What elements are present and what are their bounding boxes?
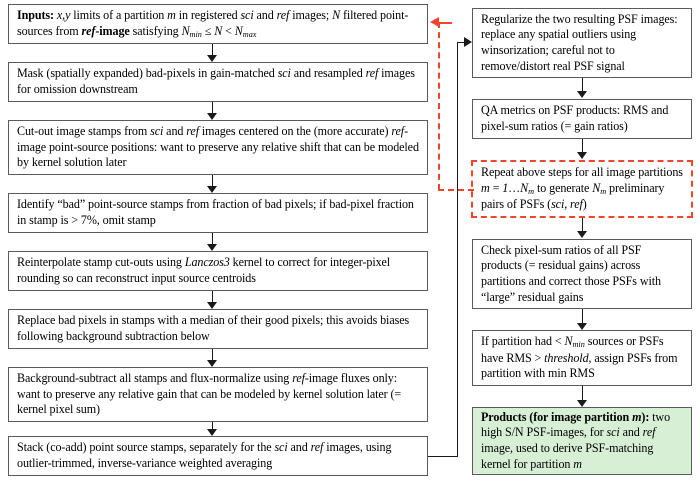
background-subtract-node — [8, 367, 428, 422]
stack-coadd-node-text: Stack (co-add) point source stamps, separately for the sci and ref images, using outlier-trimmed, inverse-variance weighted averaging — [17, 440, 392, 470]
repeat-partitions-node-text: Repeat above steps for all image partitions $m = 1\dots N_m$ to generate $N_m$ preliminary pairs of PSFs (sci, ref) — [481, 165, 683, 212]
arrowhead-stack-to-regularize — [464, 37, 472, 47]
arrowhead-assign-to-products — [577, 400, 587, 407]
arrowhead-cutout-to-identify — [207, 186, 217, 193]
connector-qa-to-repeat — [582, 139, 583, 152]
connector-background-to-stack — [212, 422, 213, 429]
arrowhead-reinterpolate-to-replace — [207, 302, 217, 309]
check-pixel-sum-ratios-node — [472, 239, 692, 309]
replace-bad-pixels-node — [8, 309, 428, 349]
replace-bad-pixels-node-text: Replace bad pixels in stamps with a median of their good pixels; this avoids biases following background subtraction below — [17, 313, 410, 343]
inputs-node — [8, 4, 428, 44]
connector-reinterpolate-to-replace — [212, 291, 213, 302]
arrowhead-background-to-stack — [207, 429, 217, 436]
connector-check-to-assign — [582, 309, 583, 323]
arrowhead-repeat-to-check — [577, 231, 587, 238]
products-node-text: Products (for image partition m): two high S/N PSF-images, for sci and ref image, used to derive PSF-matching kernel for partition m — [481, 409, 671, 471]
arrowhead-replace-to-background — [207, 360, 217, 367]
assign-psfs-node-text: If partition had < $N_{min}$ sources or PSFs have RMS > threshold, assign PSFs from partition with min RMS — [481, 334, 678, 381]
arrowhead-qa-to-repeat — [577, 152, 587, 159]
connector-regularize-to-qa — [582, 78, 583, 91]
arrowhead-mask-to-cutout — [207, 113, 217, 120]
reinterpolate-node-text: Reinterpolate stamp cut-outs using Lanczos3 kernel to correct for integer-pixel rounding so can reconstruct input source centroids — [17, 255, 391, 285]
repeat-partitions-node — [471, 160, 693, 218]
background-subtract-node-text: Background-subtract all stamps and flux-normalize using ref-image fluxes only: want to preserve any relative gain that can be modeled by kernel solution later (= kernel pixel sum) — [17, 370, 402, 417]
mask-bad-pixels-node — [8, 62, 428, 102]
connector-inputs-to-mask — [212, 44, 213, 55]
inputs-node-text: Inputs: x,y limits of a partition m in registered sci and ref images; N filtered point-sources from ref-image satisfying $N_{min} \le N < N_{max}$ — [17, 7, 409, 39]
regularize-psf-node — [472, 8, 692, 78]
check-pixel-sum-ratios-node-text: Check pixel-sum ratios of all PSF products (= residual gains) across partitions and correct those PSFs with “large” residual gains — [481, 242, 661, 304]
connector-assign-to-products — [582, 386, 583, 400]
arrowhead-feedback-to-inputs — [430, 17, 439, 27]
connector-cutout-to-identify — [212, 175, 213, 186]
connector-identify-to-reinterpolate — [212, 233, 213, 244]
arrowhead-regularize-to-qa — [577, 91, 587, 98]
connector-replace-to-background — [212, 349, 213, 360]
mask-bad-pixels-node-text: Mask (spatially expanded) bad-pixels in gain-matched sci and resampled ref images for omission downstream — [17, 66, 415, 96]
arrowhead-inputs-to-mask — [207, 55, 217, 62]
products-node — [472, 407, 692, 475]
assign-psfs-node — [472, 330, 692, 386]
connector-stack-to-regularize-vertical — [457, 42, 458, 456]
reinterpolate-node — [8, 251, 428, 291]
cut-out-stamps-node — [8, 120, 428, 175]
qa-metrics-node — [472, 99, 692, 139]
feedback-vertical-riser — [438, 22, 440, 190]
regularize-psf-node-text: Regularize the two resulting PSF images: replace any spatial outliers using winsorization; careful not to remove/distort real PSF signal — [481, 11, 678, 73]
arrowhead-check-to-assign — [577, 323, 587, 330]
cut-out-stamps-node-text: Cut-out image stamps from sci and ref images centered on the (more accurate) ref-image point-source positions: want to preserve any relative shift that can be modeled by kernel solution later — [17, 123, 419, 170]
connector-mask-to-cutout — [212, 102, 213, 113]
identify-bad-stamps-node-text: Identify “bad” point-source stamps from fraction of bad pixels; if bad-pixel fraction in stamp is > 7%, omit stamp — [17, 197, 414, 227]
identify-bad-stamps-node — [8, 193, 428, 233]
stack-coadd-node — [8, 436, 428, 476]
connector-repeat-to-check — [582, 218, 583, 231]
arrowhead-identify-to-reinterpolate — [207, 244, 217, 251]
feedback-horizontal-into-inputs — [440, 22, 452, 24]
qa-metrics-node-text: QA metrics on PSF products: RMS and pixel-sum ratios (= gain ratios) — [481, 103, 669, 133]
connector-stack-to-regularize-horizontal-bottom — [428, 456, 458, 457]
feedback-horizontal-from-repeat — [438, 189, 474, 191]
